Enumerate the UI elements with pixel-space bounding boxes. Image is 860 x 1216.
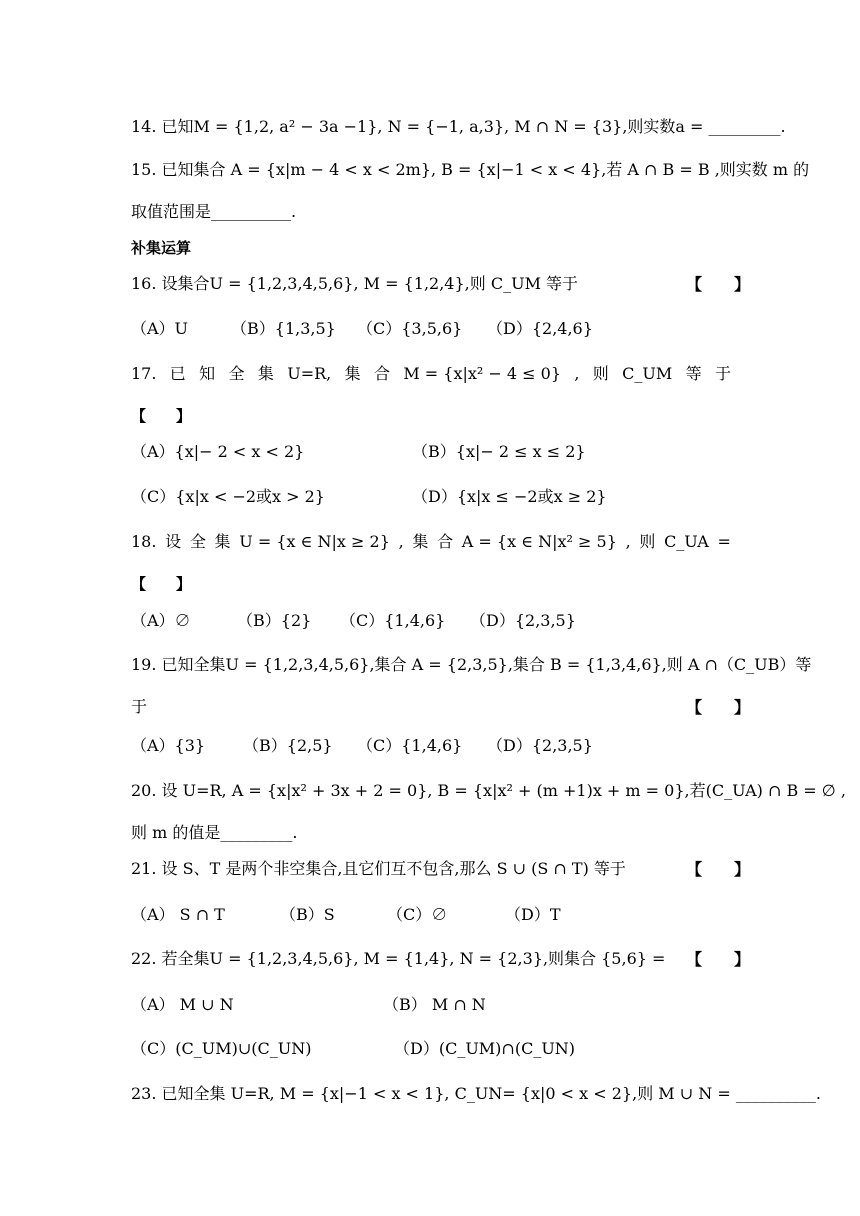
- q16-option-c: （C）{3,5,6}: [357, 319, 463, 338]
- q17-word: 知: [199, 364, 216, 383]
- question-19-line-1: 19. 已知全集U = {1,2,3,4,5,6},集合 A = {2,3,5},集合 B = {1,3,4,6},则 A ∩（C_UB）等: [131, 655, 812, 674]
- answer-bracket-17: 【 】: [131, 407, 192, 425]
- question-20-line-1: 20. 设 U=R, A = {x|x² + 3x + 2 = 0}, B = {x|x² + (m +1)x + m = 0},若(C_UA) ∩ B = ∅ ,: [131, 781, 846, 800]
- q17-option-b: （B）{x|− 2 ≤ x ≤ 2}: [412, 442, 586, 461]
- answer-bracket-16: 【 】: [686, 275, 751, 294]
- q16-option-b: （B）{1,3,5}: [231, 319, 336, 338]
- q17-word: C_UM: [622, 364, 673, 383]
- answer-bracket-18: 【 】: [131, 575, 192, 593]
- q18-option-d: （D）{2,3,5}: [470, 611, 576, 630]
- q17-option-d: （D）{x|x ≤ −2或x ≥ 2}: [412, 487, 607, 506]
- question-23: 23. 已知全集 U=R, M = {x|−1 < x < 1}, C_UN= {x|0 < x < 2},则 M ∪ N = __________.: [131, 1084, 821, 1103]
- q18-word: 合: [437, 532, 454, 551]
- q18-option-a: （A）∅: [131, 611, 191, 630]
- q18-word: =: [717, 532, 731, 551]
- q18-word: A = {x ∈ N|x² ≥ 5}: [461, 532, 617, 551]
- q17-option-a: （A）{x|− 2 < x < 2}: [131, 442, 305, 461]
- question-15-line-2: 取值范围是__________.: [131, 202, 297, 221]
- q21-option-d: （D）T: [505, 905, 561, 924]
- q17-word: ,: [574, 364, 580, 383]
- question-17-line-1: [131, 362, 731, 386]
- question-19-line-2: 于: [131, 697, 148, 716]
- q17-word: 集: [257, 364, 274, 383]
- q17-word: 集: [344, 364, 361, 383]
- q16-option-d: （D）{2,4,6}: [487, 319, 593, 338]
- q17-option-c: （C）{x|x < −2或x > 2}: [131, 487, 325, 506]
- q17-word: 则: [592, 364, 609, 383]
- q17-word: 17.: [131, 364, 157, 383]
- answer-bracket-21: 【 】: [686, 860, 751, 879]
- q18-word: ,: [625, 532, 631, 551]
- question-16: 16. 设集合U = {1,2,3,4,5,6}, M = {1,2,4},则 C_UM 等于: [131, 274, 579, 293]
- q21-option-b: （B）S: [280, 905, 335, 924]
- q17-word: 等: [685, 364, 702, 383]
- q22-option-c: （C）(C_UM)∪(C_UN): [131, 1039, 312, 1058]
- answer-bracket-22: 【 】: [686, 950, 751, 969]
- q21-option-c: （C）∅: [387, 905, 448, 924]
- q18-word: 全: [189, 532, 206, 551]
- question-21: 21. 设 S、T 是两个非空集合,且它们互不包含,那么 S ∪ (S ∩ T) 等于: [131, 859, 626, 878]
- q18-word: ,: [398, 532, 404, 551]
- q17-word: M = {x|x² − 4 ≤ 0}: [403, 364, 562, 383]
- section-title: 补集运算: [131, 239, 192, 257]
- q18-word: 集: [412, 532, 429, 551]
- q21-option-a: （A） S ∩ T: [131, 905, 225, 924]
- q17-word: 已: [169, 364, 186, 383]
- question-18-line-1: [131, 530, 731, 554]
- q18-word: 设: [165, 532, 182, 551]
- question-22: 22. 若全集U = {1,2,3,4,5,6}, M = {1,4}, N = {2,3},则集合 {5,6} =: [131, 949, 666, 968]
- q17-word: 于: [714, 364, 731, 383]
- q17-word: U=R,: [287, 364, 332, 383]
- q18-option-c: （C）{1,4,6}: [340, 611, 446, 630]
- q19-option-c: （C）{1,4,6}: [357, 736, 463, 755]
- q17-word: 全: [228, 364, 245, 383]
- q18-word: C_UA: [664, 532, 709, 551]
- q18-word: U = {x ∈ N|x ≥ 2}: [239, 532, 390, 551]
- question-15-line-1: 15. 已知集合 A = {x|m − 4 < x < 2m}, B = {x|−1 < x < 4},若 A ∩ B = B ,则实数 m 的: [131, 160, 810, 179]
- q22-option-a: （A） M ∪ N: [131, 995, 234, 1014]
- q22-option-d: （D）(C_UM)∩(C_UN): [394, 1039, 576, 1058]
- q17-word: 合: [373, 364, 390, 383]
- q18-option-b: （B）{2}: [237, 611, 312, 630]
- q16-option-a: （A）U: [131, 319, 189, 338]
- question-14: 14. 已知M = {1,2, a² − 3a −1}, N = {−1, a,3}, M ∩ N = {3},则实数a = _________.: [131, 117, 786, 136]
- answer-bracket-19: 【 】: [686, 698, 751, 717]
- q19-option-d: （D）{2,3,5}: [487, 736, 593, 755]
- q19-option-b: （B）{2,5}: [243, 736, 333, 755]
- q22-option-b: （B） M ∩ N: [383, 995, 486, 1014]
- q18-word: 18.: [131, 532, 157, 551]
- q18-word: 集: [214, 532, 231, 551]
- q19-option-a: （A）{3}: [131, 736, 206, 755]
- question-20-line-2: 则 m 的值是_________.: [131, 823, 298, 842]
- q18-word: 则: [639, 532, 656, 551]
